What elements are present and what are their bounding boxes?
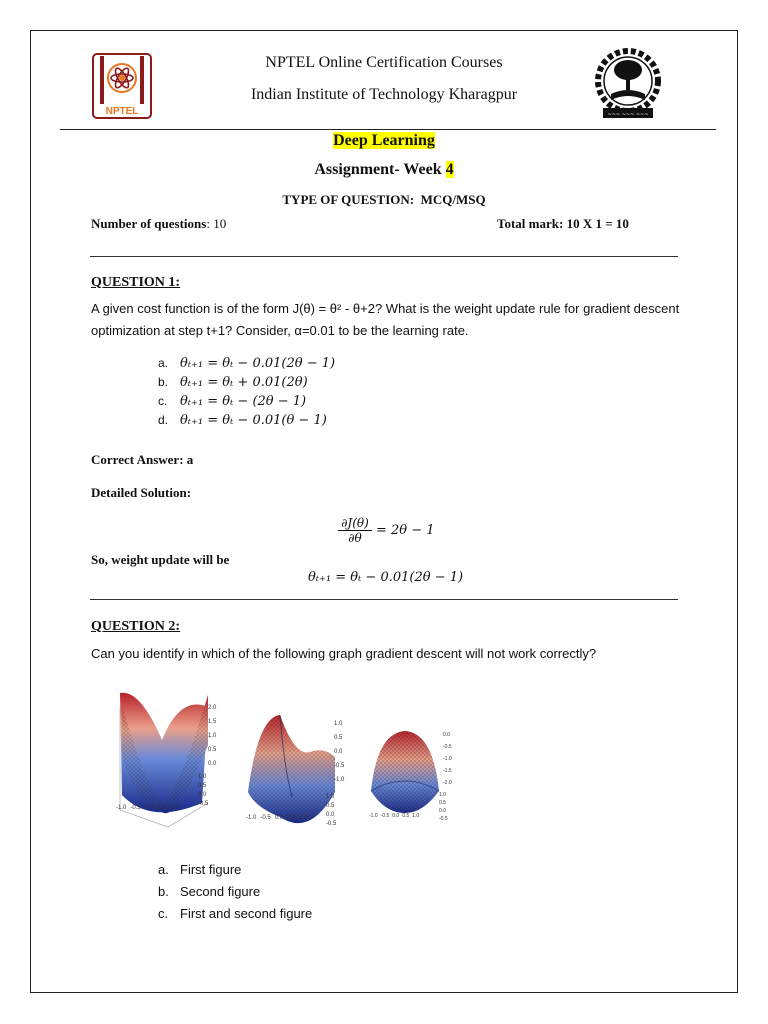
- derivative-equation: [338, 516, 435, 545]
- number-of-questions-value: : 10: [206, 216, 227, 231]
- option-b: b. θₜ₊₁ = θₜ + 0.01(2θ): [158, 375, 308, 390]
- iit-kgp-logo: [593, 46, 663, 124]
- course-title: [0, 132, 768, 150]
- option-a: a. θₜ₊₁ = θₜ − 0.01(2θ − 1): [158, 356, 336, 371]
- q2-option-b: b. Second figure: [158, 884, 261, 899]
- question-1-heading: QUESTION 1:: [91, 275, 181, 290]
- q2-option-c: c. First and second figure: [158, 906, 313, 921]
- figure-3-z-ticks: 0.0 -0.5 -1.0 -1.5 -2.0: [443, 732, 452, 786]
- figure-3-y-ticks: 1.0 0.5 0.0 -0.5: [439, 792, 448, 822]
- option-d-math: θₜ₊₁ = θₜ − 0.01(θ − 1): [180, 413, 327, 428]
- nptel-logo-text: NPTEL: [105, 106, 139, 117]
- figure-1-z-ticks: 2.0 1.5 1.0 0.5 0.0: [208, 705, 217, 767]
- option-b-math: θₜ₊₁ = θₜ + 0.01(2θ): [180, 375, 308, 390]
- course-title-text: Deep Learning: [333, 132, 435, 149]
- weight-update-equation: θₜ₊₁ = θₜ − 0.01(2θ − 1): [308, 570, 464, 585]
- question-2-heading: QUESTION 2:: [91, 619, 181, 634]
- question-1-text: A given cost function is of the form J(θ) = θ² - θ+2? What is the weight update rule for gradient descent optimization at step t+1? Consider, α=0.01 to be the learning rate.: [91, 301, 680, 338]
- figure-2-x-ticks: -1.0 -0.5 0.0 0.5 1.0: [246, 815, 308, 821]
- figure-2-y-ticks: 1.0 0.5 0.0 -0.5: [326, 794, 337, 827]
- figure-2-saddle-surface: [240, 697, 350, 845]
- q2-option-a: a. First figure: [158, 862, 242, 877]
- derivative-numerator: ∂J(θ): [341, 516, 369, 530]
- number-of-questions: [91, 216, 226, 232]
- figure-2-z-ticks: 1.0 0.5 0.0 -0.5 -1.0: [334, 721, 345, 783]
- assignment-label: Assignment- Week: [314, 161, 446, 178]
- header-institution-line1: NPTEL Online Certification Courses: [265, 54, 503, 71]
- weight-update-label: So, weight update will be: [91, 552, 230, 567]
- question-2-options: [158, 859, 312, 925]
- question-1-solution-label: Detailed Solution:: [91, 485, 192, 500]
- option-a-math: θₜ₊₁ = θₜ − 0.01(2θ − 1): [180, 356, 336, 371]
- total-mark: Total mark: 10 X 1 = 10: [497, 216, 629, 231]
- derivative-rhs: = 2θ − 1: [376, 523, 435, 538]
- question-type: TYPE OF QUESTION: MCQ/MSQ: [282, 192, 486, 207]
- figure-1-x-ticks: -1.0 -0.5 0.0 0.5 1.0: [116, 805, 178, 811]
- option-c-math: θₜ₊₁ = θₜ − (2θ − 1): [180, 394, 307, 409]
- figure-3-x-ticks: -1.0 -0.5 0.0 0.5 1.0: [369, 813, 420, 819]
- header-institution-line2: Indian Institute of Technology Kharagpur: [250, 86, 518, 103]
- question-2-text: Can you identify in which of the following graph gradient descent will not work correctly?: [91, 646, 597, 661]
- figure-1-bowl-surface: [108, 685, 224, 835]
- section-divider-1: [90, 256, 678, 257]
- header-divider: [60, 129, 716, 130]
- iit-kharagpur-emblem-icon: [593, 46, 663, 124]
- option-c: c. θₜ₊₁ = θₜ − (2θ − 1): [158, 394, 307, 409]
- number-of-questions-label: Number of questions: [91, 216, 207, 231]
- option-d: d. θₜ₊₁ = θₜ − 0.01(θ − 1): [158, 413, 327, 428]
- question-1-options: [158, 354, 335, 430]
- svg-text:~~~ ~~~ ~~~: ~~~ ~~~ ~~~: [607, 112, 649, 118]
- section-divider-2: [90, 599, 678, 600]
- derivative-denominator: ∂θ: [348, 531, 362, 545]
- assignment-title: [0, 161, 768, 179]
- figure-3-dome-surface: [363, 721, 463, 838]
- figure-1-y-ticks: 1.0 0.5 0.0 -0.5: [198, 774, 209, 807]
- question-1-correct-answer: Correct Answer: a: [91, 452, 194, 467]
- assignment-week-number: 4: [445, 161, 454, 178]
